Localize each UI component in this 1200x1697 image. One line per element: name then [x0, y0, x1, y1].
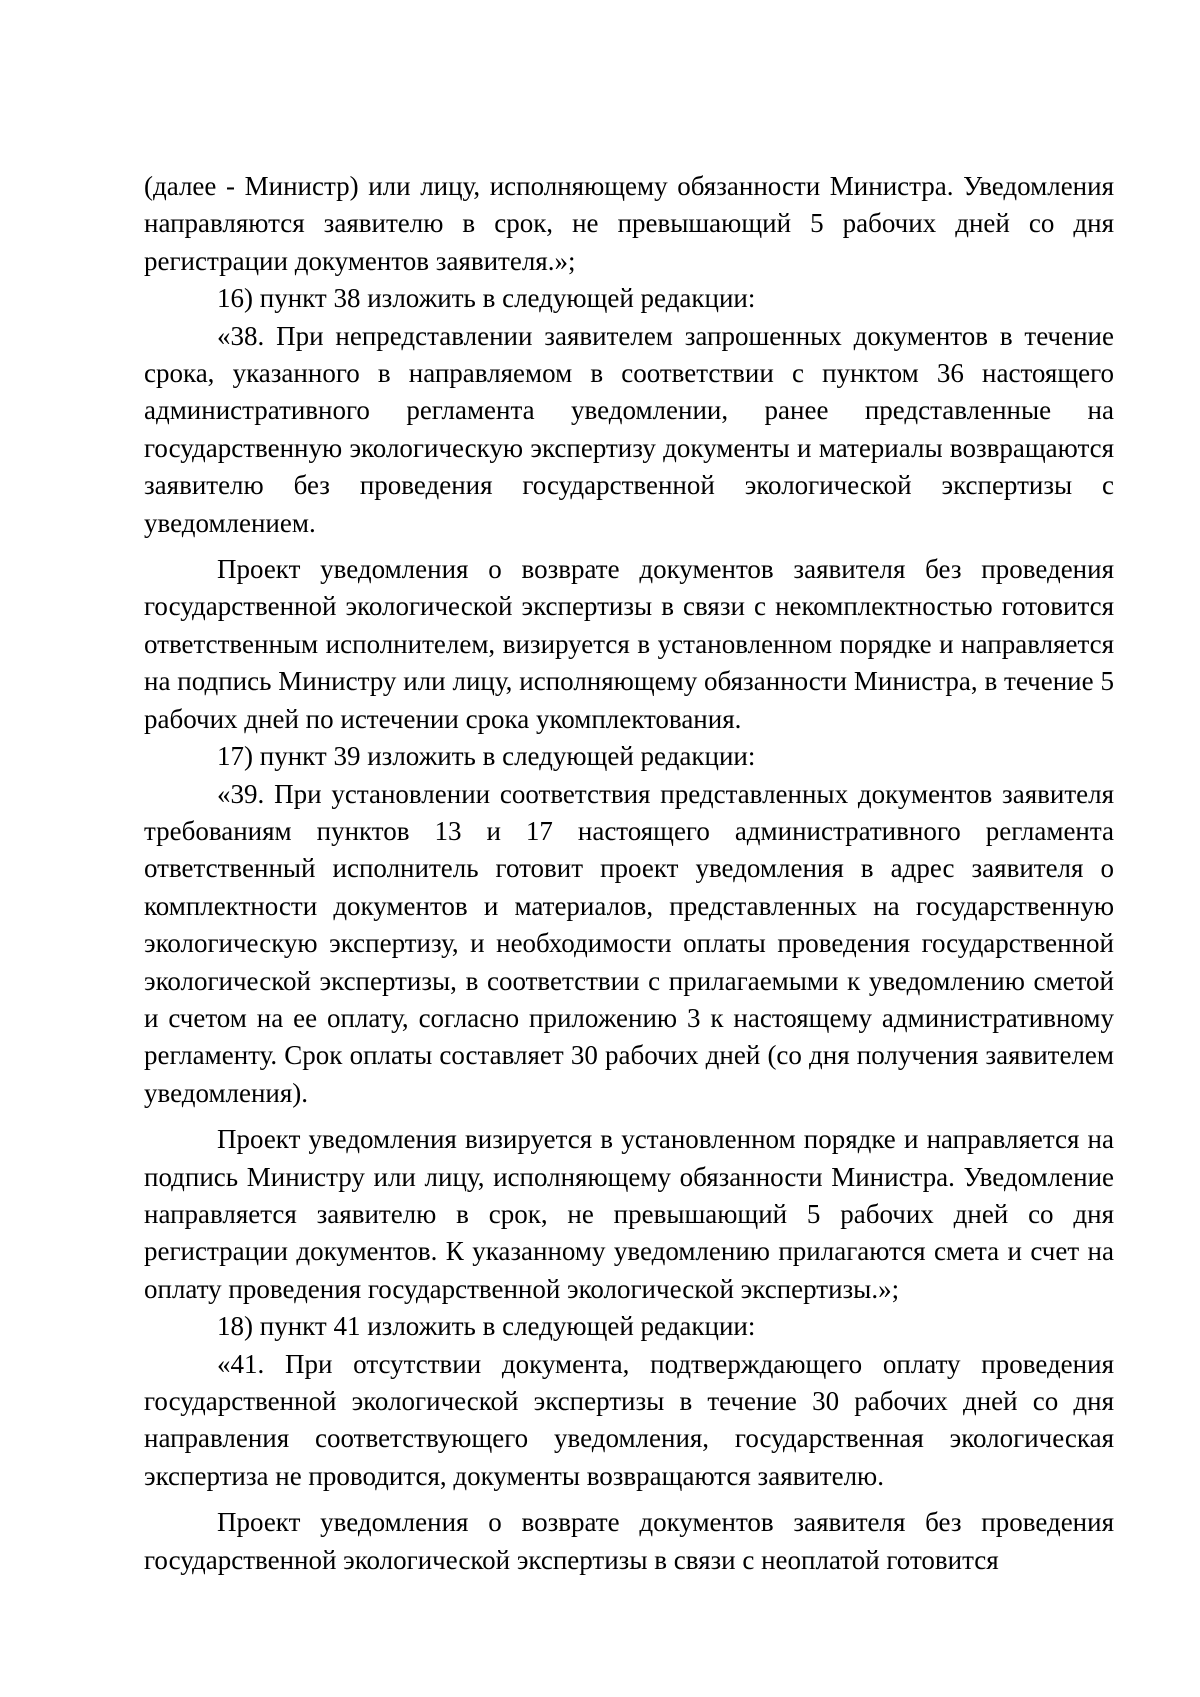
- paragraph-item-16: 16) пункт 38 изложить в следующей редакции:: [217, 283, 756, 314]
- paragraph-clause-39-notice: Проект уведомления визируется в установленном порядке и направляется на подпись Министру или лицу, исполняющему обязанности Министра. Уведомление направляется заявителю в срок, не превышающий 5 рабочих дней со дня регистрации документов. К указанному уведомлению прилагаются смета и счет на оплату проведения государственной экологической экспертизы.»;: [144, 1124, 1114, 1304]
- paragraph-clause-41: «41. При отсутствии документа, подтверждающего оплату проведения государственной экологической экспертизы в течение 30 рабочих дней со дня направления соответствующего уведомления, государственная экологическая экспертиза не проводится, документы возвращаются заявителю.: [144, 1348, 1114, 1491]
- paragraph-clause-39: «39. При установлении соответствия представленных документов заявителя требованиям пунктов 13 и 17 настоящего административного регламента ответственный исполнитель готовит проект уведомления в адрес заявителя о комплектности документов и материалов, представленных на государственную экологическую экспертизу, и необходимости оплаты проведения государственной экологической экспертизы, в соответствии с прилагаемыми к уведомлению сметой и счетом на ее оплату, согласно приложению 3 к настоящему административному регламенту. Срок оплаты составляет 30 рабочих дней (со дня получения заявителем уведомления).: [144, 778, 1114, 1108]
- paragraph-clause-38: «38. При непредставлении заявителем запрошенных документов в течение срока, указанного в направляемом в соответствии с пунктом 36 настоящего административного регламента уведомлении, ранее представленные на государственную экологическую экспертизу документы и материалы возвращаются заявителю без проведения государственной экологической экспертизы с уведомлением.: [144, 320, 1114, 538]
- paragraph-clause-38-notice: Проект уведомления о возврате документов заявителя без проведения государственной экологической экспертизы в связи с некомплектностью готовится ответственным исполнителем, визируется в установленном порядке и направляется на подпись Министру или лицу, исполняющему обязанности Министра, в течение 5 рабочих дней по истечении срока укомплектования.: [144, 554, 1114, 734]
- paragraph-item-18: 18) пункт 41 изложить в следующей редакции:: [217, 1311, 756, 1342]
- document-page: [144, 168, 1114, 1579]
- paragraph-clause-41-notice: Проект уведомления о возврате документов заявителя без проведения государственной экологической экспертизы в связи с неоплатой готовится: [144, 1507, 1114, 1575]
- paragraph-item-17: 17) пункт 39 изложить в следующей редакции:: [217, 741, 756, 772]
- paragraph-continuation: (далее - Министр) или лицу, исполняющему обязанности Министра. Уведомления направляются заявителю в срок, не превышающий 5 рабочих дней со дня регистрации документов заявителя.»;: [144, 171, 1114, 276]
